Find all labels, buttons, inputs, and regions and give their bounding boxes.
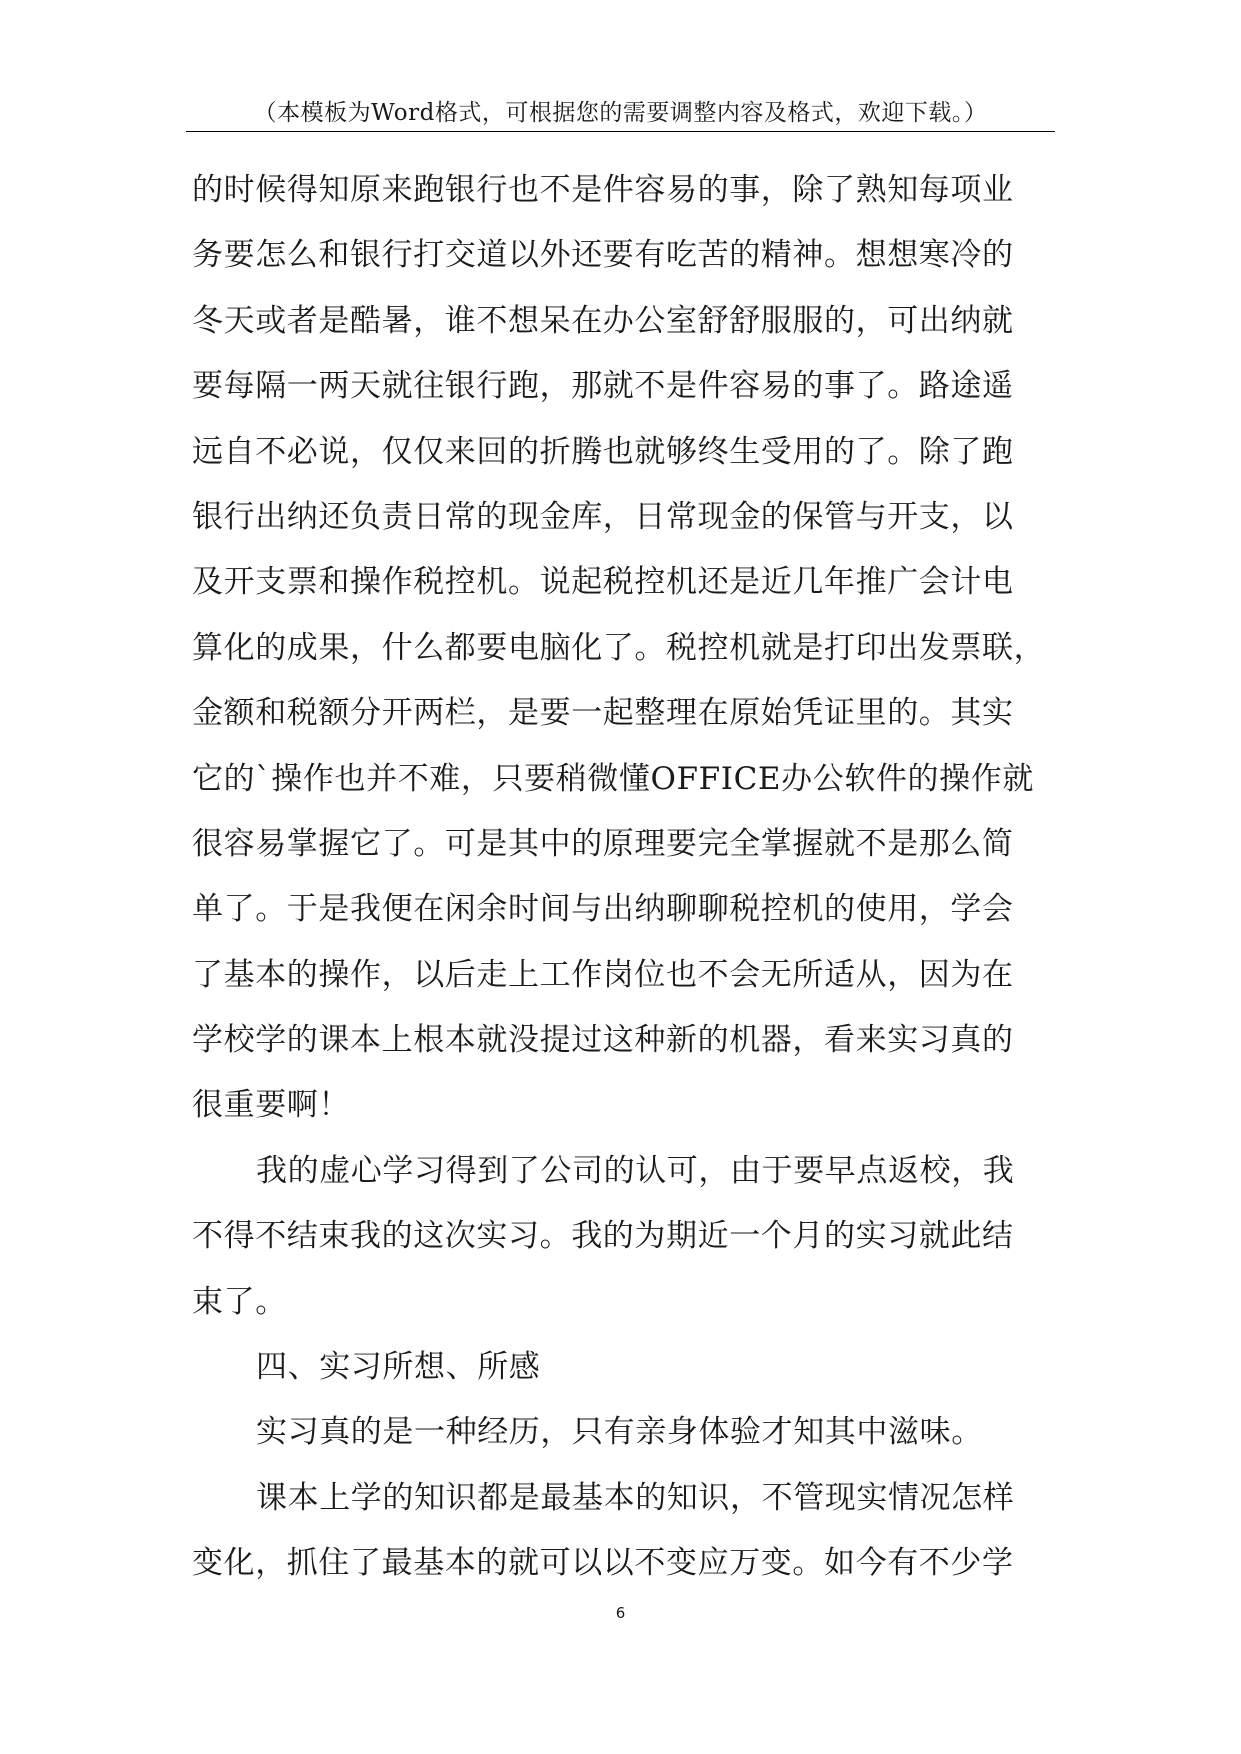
- body-line: 的时候得知原来跑银行也不是件容易的事，除了熟知每项业: [192, 172, 1014, 208]
- body-line: 我的虚心学习得到了公司的认可，由于要早点返校，我: [256, 1152, 1015, 1189]
- body-line: 了基本的操作，以后走上工作岗位也不会无所适从，因为在: [192, 956, 1014, 993]
- body-line: 远自不必说，仅仅来回的折腾也就够终生受用的了。除了跑: [192, 433, 1014, 470]
- body-line: 很容易掌握它了。可是其中的原理要完全掌握就不是那么简: [192, 825, 1014, 862]
- body-line: 及开支票和操作税控机。说起税控机还是近几年推广会计电: [192, 564, 1014, 601]
- page-header: （本模板为Word格式，可根据您的需要调整内容及格式，欢迎下载。）: [253, 100, 988, 126]
- header-divider: [186, 131, 1055, 132]
- body-line: 银行出纳还负责日常的现金库，日常现金的保管与开支，以: [192, 498, 1014, 535]
- body-line: 学校学的课本上根本就没提过这种新的机器，看来实习真的: [192, 1022, 1014, 1059]
- page-number: 6: [615, 1604, 626, 1622]
- body-line: 它的`操作也并不难，只要稍微懂OFFICE办公软件的操作就: [192, 760, 1034, 797]
- body-line: 实习真的是一种经历，只有亲身体验才知其中滋味。: [256, 1414, 983, 1451]
- body-line: 要每隔一两天就往银行跑，那就不是件容易的事了。路途遥: [192, 368, 1014, 405]
- body-line: 很重要啊！: [192, 1087, 350, 1124]
- body-line: 务要怎么和银行打交道以外还要有吃苦的精神。想想寒冷的: [192, 237, 1014, 274]
- body-line: 课本上学的知识都是最基本的知识，不管现实情况怎样: [256, 1479, 1015, 1516]
- body-line: 单了。于是我便在闲余时间与出纳聊聊税控机的使用，学会: [192, 891, 1014, 928]
- body-line: 冬天或者是酷暑，谁不想呆在办公室舒舒服服的，可出纳就: [192, 302, 1014, 339]
- document-body: [192, 158, 1072, 1597]
- body-line: 变化，抓住了最基本的就可以以不变应万变。如今有不少学: [192, 1545, 1014, 1582]
- body-line: 束了。: [192, 1283, 287, 1320]
- body-line: 金额和税额分开两栏，是要一起整理在原始凭证里的。其实: [192, 695, 1014, 732]
- body-line: 不得不结束我的这次实习。我的为期近一个月的实习就此结: [192, 1218, 1014, 1255]
- section-heading: 四、实习所想、所感: [256, 1349, 541, 1386]
- body-line: 算化的成果，什么都要电脑化了。税控机就是打印出发票联，: [192, 629, 1046, 666]
